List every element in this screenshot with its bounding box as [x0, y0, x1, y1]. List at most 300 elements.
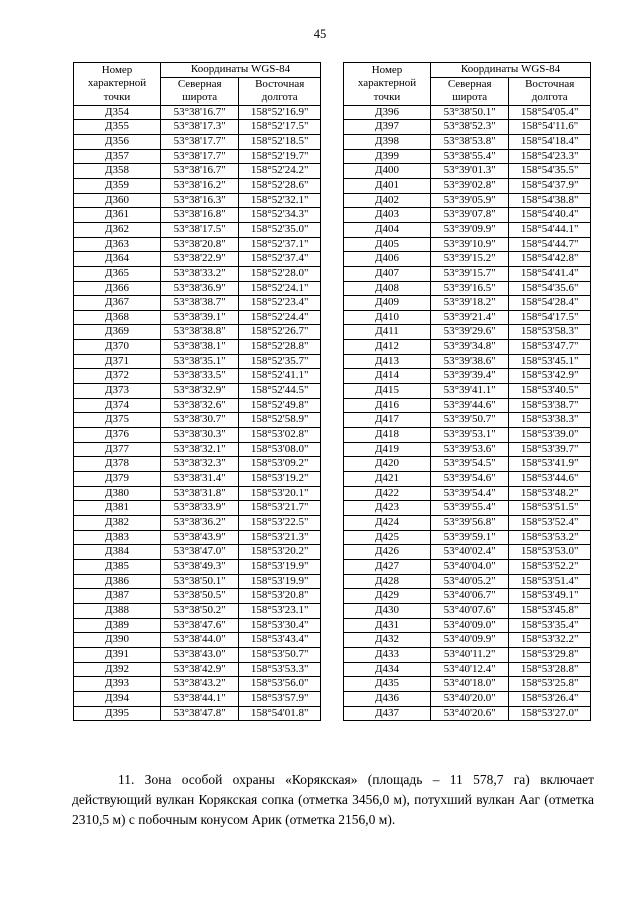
longitude-cell: 158°53'57.9"	[239, 691, 321, 706]
point-id-cell: Д387	[74, 589, 161, 604]
table-row	[74, 501, 321, 516]
table-row	[74, 222, 321, 237]
longitude-cell: 158°54'05.4"	[509, 105, 591, 120]
longitude-cell: 158°54'44.1"	[509, 222, 591, 237]
table-row	[344, 149, 591, 164]
table-row	[74, 369, 321, 384]
table-row	[344, 193, 591, 208]
point-id-cell: Д398	[344, 134, 431, 149]
latitude-cell: 53°38'17.3"	[160, 120, 238, 135]
table-row	[74, 589, 321, 604]
table-row	[344, 369, 591, 384]
point-id-cell: Д409	[344, 296, 431, 311]
latitude-cell: 53°39'50.7"	[430, 413, 508, 428]
longitude-cell: 158°53'09.2"	[239, 457, 321, 472]
table-row	[74, 398, 321, 413]
longitude-cell: 158°52'17.5"	[239, 120, 321, 135]
latitude-cell: 53°39'29.6"	[430, 325, 508, 340]
latitude-cell: 53°40'12.4"	[430, 662, 508, 677]
point-id-cell: Д383	[74, 530, 161, 545]
point-id-cell: Д420	[344, 457, 431, 472]
longitude-cell: 158°53'19.9"	[239, 574, 321, 589]
latitude-cell: 53°39'15.7"	[430, 266, 508, 281]
longitude-cell: 158°54'41.4"	[509, 266, 591, 281]
latitude-cell: 53°38'44.1"	[160, 691, 238, 706]
point-id-cell: Д368	[74, 310, 161, 325]
latitude-cell: 53°40'06.7"	[430, 589, 508, 604]
longitude-cell: 158°53'52.2"	[509, 559, 591, 574]
latitude-cell: 53°38'53.8"	[430, 134, 508, 149]
longitude-cell: 158°54'42.8"	[509, 252, 591, 267]
latitude-cell: 53°39'44.6"	[430, 398, 508, 413]
table-row	[74, 691, 321, 706]
point-id-cell: Д358	[74, 164, 161, 179]
page-number: 45	[313, 27, 327, 41]
table-row	[344, 691, 591, 706]
latitude-cell: 53°38'31.4"	[160, 472, 238, 487]
table-row	[74, 603, 321, 618]
latitude-cell: 53°38'50.2"	[160, 603, 238, 618]
table-row	[344, 618, 591, 633]
latitude-cell: 53°38'32.9"	[160, 384, 238, 399]
longitude-cell: 158°53'29.8"	[509, 647, 591, 662]
point-id-cell: Д407	[344, 266, 431, 281]
longitude-cell: 158°53'58.3"	[509, 325, 591, 340]
longitude-cell: 158°52'19.7"	[239, 149, 321, 164]
header-coords-group: Координаты WGS-84	[160, 63, 320, 78]
longitude-cell: 158°53'38.7"	[509, 398, 591, 413]
longitude-cell: 158°53'44.6"	[509, 472, 591, 487]
longitude-cell: 158°52'32.1"	[239, 193, 321, 208]
table-row	[344, 603, 591, 618]
table-row	[74, 574, 321, 589]
latitude-cell: 53°38'39.1"	[160, 310, 238, 325]
longitude-cell: 158°53'43.4"	[239, 633, 321, 648]
header-latitude: Северная широта	[430, 77, 508, 105]
table-row	[74, 266, 321, 281]
point-id-cell: Д380	[74, 486, 161, 501]
longitude-cell: 158°53'45.1"	[509, 354, 591, 369]
longitude-cell: 158°53'35.4"	[509, 618, 591, 633]
longitude-cell: 158°53'22.5"	[239, 516, 321, 531]
longitude-cell: 158°52'24.1"	[239, 281, 321, 296]
longitude-cell: 158°53'20.8"	[239, 589, 321, 604]
latitude-cell: 53°40'18.0"	[430, 677, 508, 692]
point-id-cell: Д359	[74, 178, 161, 193]
point-id-cell: Д402	[344, 193, 431, 208]
latitude-cell: 53°39'09.9"	[430, 222, 508, 237]
table-row	[74, 164, 321, 179]
table-row	[344, 384, 591, 399]
longitude-cell: 158°53'41.9"	[509, 457, 591, 472]
point-id-cell: Д403	[344, 208, 431, 223]
table-row	[74, 134, 321, 149]
point-id-cell: Д385	[74, 559, 161, 574]
longitude-cell: 158°54'23.3"	[509, 149, 591, 164]
longitude-cell: 158°53'23.1"	[239, 603, 321, 618]
longitude-cell: 158°53'56.0"	[239, 677, 321, 692]
point-id-cell: Д404	[344, 222, 431, 237]
longitude-cell: 158°54'35.5"	[509, 164, 591, 179]
longitude-cell: 158°53'20.2"	[239, 545, 321, 560]
point-id-cell: Д366	[74, 281, 161, 296]
header-point-number: Номер характерной точки	[74, 63, 161, 106]
latitude-cell: 53°39'05.9"	[430, 193, 508, 208]
point-id-cell: Д415	[344, 384, 431, 399]
point-id-cell: Д399	[344, 149, 431, 164]
latitude-cell: 53°40'09.9"	[430, 633, 508, 648]
latitude-cell: 53°39'41.1"	[430, 384, 508, 399]
point-id-cell: Д374	[74, 398, 161, 413]
table-row	[74, 340, 321, 355]
table-row	[74, 281, 321, 296]
table-row	[74, 530, 321, 545]
latitude-cell: 53°39'07.8"	[430, 208, 508, 223]
longitude-cell: 158°52'28.8"	[239, 340, 321, 355]
point-id-cell: Д373	[74, 384, 161, 399]
table-row	[344, 252, 591, 267]
point-id-cell: Д426	[344, 545, 431, 560]
table-body-right	[344, 105, 591, 721]
latitude-cell: 53°39'59.1"	[430, 530, 508, 545]
point-id-cell: Д397	[344, 120, 431, 135]
point-id-cell: Д432	[344, 633, 431, 648]
point-id-cell: Д422	[344, 486, 431, 501]
latitude-cell: 53°39'38.6"	[430, 354, 508, 369]
longitude-cell: 158°52'35.7"	[239, 354, 321, 369]
point-id-cell: Д389	[74, 618, 161, 633]
point-id-cell: Д416	[344, 398, 431, 413]
latitude-cell: 53°39'53.6"	[430, 442, 508, 457]
table-row	[74, 325, 321, 340]
table-row	[74, 559, 321, 574]
latitude-cell: 53°39'55.4"	[430, 501, 508, 516]
latitude-cell: 53°39'39.4"	[430, 369, 508, 384]
table-row	[344, 486, 591, 501]
table-row	[74, 516, 321, 531]
longitude-cell: 158°52'26.7"	[239, 325, 321, 340]
table-row	[344, 662, 591, 677]
latitude-cell: 53°40'20.6"	[430, 706, 508, 721]
table-row	[344, 164, 591, 179]
point-id-cell: Д378	[74, 457, 161, 472]
longitude-cell: 158°53'21.3"	[239, 530, 321, 545]
table-row	[344, 589, 591, 604]
zone-description-paragraph	[72, 770, 594, 830]
point-id-cell: Д391	[74, 647, 161, 662]
longitude-cell: 158°52'49.8"	[239, 398, 321, 413]
latitude-cell: 53°38'22.9"	[160, 252, 238, 267]
table-row	[344, 706, 591, 721]
table-row	[344, 647, 591, 662]
table-row	[344, 105, 591, 120]
table-row	[74, 618, 321, 633]
point-id-cell: Д375	[74, 413, 161, 428]
latitude-cell: 53°38'16.8"	[160, 208, 238, 223]
point-id-cell: Д365	[74, 266, 161, 281]
longitude-cell: 158°53'21.7"	[239, 501, 321, 516]
point-id-cell: Д430	[344, 603, 431, 618]
point-id-cell: Д427	[344, 559, 431, 574]
table-row	[74, 310, 321, 325]
table-row	[344, 428, 591, 443]
table-row	[74, 208, 321, 223]
point-id-cell: Д434	[344, 662, 431, 677]
point-id-cell: Д435	[344, 677, 431, 692]
table-row	[344, 574, 591, 589]
longitude-cell: 158°53'40.5"	[509, 384, 591, 399]
longitude-cell: 158°54'17.5"	[509, 310, 591, 325]
latitude-cell: 53°39'34.8"	[430, 340, 508, 355]
table-row	[344, 178, 591, 193]
table-row	[74, 545, 321, 560]
latitude-cell: 53°38'33.5"	[160, 369, 238, 384]
longitude-cell: 158°52'28.0"	[239, 266, 321, 281]
latitude-cell: 53°38'50.5"	[160, 589, 238, 604]
latitude-cell: 53°38'30.7"	[160, 413, 238, 428]
point-id-cell: Д354	[74, 105, 161, 120]
longitude-cell: 158°52'16.9"	[239, 105, 321, 120]
coordinates-table-right	[343, 62, 591, 721]
point-id-cell: Д381	[74, 501, 161, 516]
table-row	[74, 647, 321, 662]
longitude-cell: 158°53'02.8"	[239, 428, 321, 443]
latitude-cell: 53°39'56.8"	[430, 516, 508, 531]
latitude-cell: 53°38'17.7"	[160, 134, 238, 149]
point-id-cell: Д437	[344, 706, 431, 721]
latitude-cell: 53°38'55.4"	[430, 149, 508, 164]
table-row	[344, 545, 591, 560]
point-id-cell: Д431	[344, 618, 431, 633]
longitude-cell: 158°53'26.4"	[509, 691, 591, 706]
latitude-cell: 53°38'47.6"	[160, 618, 238, 633]
latitude-cell: 53°40'09.0"	[430, 618, 508, 633]
longitude-cell: 158°54'37.9"	[509, 178, 591, 193]
longitude-cell: 158°53'30.4"	[239, 618, 321, 633]
longitude-cell: 158°54'40.4"	[509, 208, 591, 223]
point-id-cell: Д393	[74, 677, 161, 692]
table-row	[74, 296, 321, 311]
point-id-cell: Д419	[344, 442, 431, 457]
header-coords-group: Координаты WGS-84	[430, 63, 590, 78]
longitude-cell: 158°52'24.4"	[239, 310, 321, 325]
point-id-cell: Д356	[74, 134, 161, 149]
longitude-cell: 158°53'42.9"	[509, 369, 591, 384]
longitude-cell: 158°54'01.8"	[239, 706, 321, 721]
longitude-cell: 158°53'39.7"	[509, 442, 591, 457]
point-id-cell: Д428	[344, 574, 431, 589]
latitude-cell: 53°39'21.4"	[430, 310, 508, 325]
latitude-cell: 53°38'38.1"	[160, 340, 238, 355]
point-id-cell: Д400	[344, 164, 431, 179]
point-id-cell: Д372	[74, 369, 161, 384]
longitude-cell: 158°52'44.5"	[239, 384, 321, 399]
latitude-cell: 53°39'01.3"	[430, 164, 508, 179]
latitude-cell: 53°38'50.1"	[430, 105, 508, 120]
longitude-cell: 158°54'11.6"	[509, 120, 591, 135]
table-row	[74, 457, 321, 472]
longitude-cell: 158°53'32.2"	[509, 633, 591, 648]
point-id-cell: Д382	[74, 516, 161, 531]
point-id-cell: Д417	[344, 413, 431, 428]
point-id-cell: Д390	[74, 633, 161, 648]
table-row	[344, 516, 591, 531]
latitude-cell: 53°39'54.4"	[430, 486, 508, 501]
latitude-cell: 53°38'38.7"	[160, 296, 238, 311]
longitude-cell: 158°52'23.4"	[239, 296, 321, 311]
point-id-cell: Д410	[344, 310, 431, 325]
longitude-cell: 158°53'53.2"	[509, 530, 591, 545]
point-id-cell: Д367	[74, 296, 161, 311]
table-row	[344, 340, 591, 355]
table-row	[74, 662, 321, 677]
point-id-cell: Д421	[344, 472, 431, 487]
point-id-cell: Д414	[344, 369, 431, 384]
longitude-cell: 158°53'39.0"	[509, 428, 591, 443]
header-longitude: Восточная долгота	[509, 77, 591, 105]
longitude-cell: 158°53'08.0"	[239, 442, 321, 457]
table-row	[74, 677, 321, 692]
point-id-cell: Д411	[344, 325, 431, 340]
latitude-cell: 53°38'17.5"	[160, 222, 238, 237]
table-row	[344, 325, 591, 340]
latitude-cell: 53°39'16.5"	[430, 281, 508, 296]
point-id-cell: Д412	[344, 340, 431, 355]
latitude-cell: 53°38'16.7"	[160, 105, 238, 120]
table-row	[344, 472, 591, 487]
latitude-cell: 53°40'20.0"	[430, 691, 508, 706]
table-row	[344, 413, 591, 428]
table-row	[344, 559, 591, 574]
latitude-cell: 53°39'54.5"	[430, 457, 508, 472]
table-row	[344, 281, 591, 296]
point-id-cell: Д396	[344, 105, 431, 120]
latitude-cell: 53°38'33.9"	[160, 501, 238, 516]
point-id-cell: Д424	[344, 516, 431, 531]
table-row	[344, 222, 591, 237]
point-id-cell: Д369	[74, 325, 161, 340]
latitude-cell: 53°39'53.1"	[430, 428, 508, 443]
longitude-cell: 158°54'44.7"	[509, 237, 591, 252]
point-id-cell: Д357	[74, 149, 161, 164]
point-id-cell: Д418	[344, 428, 431, 443]
longitude-cell: 158°53'20.1"	[239, 486, 321, 501]
latitude-cell: 53°39'10.9"	[430, 237, 508, 252]
table-row	[74, 354, 321, 369]
longitude-cell: 158°54'28.4"	[509, 296, 591, 311]
latitude-cell: 53°38'44.0"	[160, 633, 238, 648]
table-row	[74, 413, 321, 428]
longitude-cell: 158°53'51.4"	[509, 574, 591, 589]
table-row	[344, 354, 591, 369]
latitude-cell: 53°38'36.2"	[160, 516, 238, 531]
longitude-cell: 158°52'35.0"	[239, 222, 321, 237]
latitude-cell: 53°38'47.8"	[160, 706, 238, 721]
table-row	[74, 193, 321, 208]
longitude-cell: 158°53'50.7"	[239, 647, 321, 662]
longitude-cell: 158°53'51.5"	[509, 501, 591, 516]
table-row	[344, 296, 591, 311]
point-id-cell: Д370	[74, 340, 161, 355]
table-row	[74, 120, 321, 135]
latitude-cell: 53°40'02.4"	[430, 545, 508, 560]
table-row	[344, 237, 591, 252]
longitude-cell: 158°52'28.6"	[239, 178, 321, 193]
longitude-cell: 158°54'18.4"	[509, 134, 591, 149]
longitude-cell: 158°52'34.3"	[239, 208, 321, 223]
table-row	[74, 252, 321, 267]
header-point-number: Номер характерной точки	[344, 63, 431, 106]
latitude-cell: 53°40'04.0"	[430, 559, 508, 574]
latitude-cell: 53°39'02.8"	[430, 178, 508, 193]
longitude-cell: 158°52'24.2"	[239, 164, 321, 179]
table-row	[344, 208, 591, 223]
latitude-cell: 53°38'52.3"	[430, 120, 508, 135]
table-row	[74, 442, 321, 457]
latitude-cell: 53°38'35.1"	[160, 354, 238, 369]
longitude-cell: 158°53'52.4"	[509, 516, 591, 531]
point-id-cell: Д395	[74, 706, 161, 721]
table-row	[74, 178, 321, 193]
latitude-cell: 53°38'49.3"	[160, 559, 238, 574]
latitude-cell: 53°38'38.8"	[160, 325, 238, 340]
longitude-cell: 158°53'19.2"	[239, 472, 321, 487]
longitude-cell: 158°52'18.5"	[239, 134, 321, 149]
latitude-cell: 53°38'43.2"	[160, 677, 238, 692]
latitude-cell: 53°38'32.6"	[160, 398, 238, 413]
longitude-cell: 158°53'27.0"	[509, 706, 591, 721]
longitude-cell: 158°52'58.9"	[239, 413, 321, 428]
point-id-cell: Д433	[344, 647, 431, 662]
longitude-cell: 158°54'35.6"	[509, 281, 591, 296]
longitude-cell: 158°52'37.4"	[239, 252, 321, 267]
point-id-cell: Д388	[74, 603, 161, 618]
point-id-cell: Д423	[344, 501, 431, 516]
table-row	[74, 706, 321, 721]
table-row	[74, 428, 321, 443]
point-id-cell: Д408	[344, 281, 431, 296]
point-id-cell: Д386	[74, 574, 161, 589]
table-row	[74, 472, 321, 487]
table-row	[344, 677, 591, 692]
point-id-cell: Д384	[74, 545, 161, 560]
latitude-cell: 53°38'30.3"	[160, 428, 238, 443]
longitude-cell: 158°53'53.3"	[239, 662, 321, 677]
latitude-cell: 53°38'43.0"	[160, 647, 238, 662]
latitude-cell: 53°39'15.2"	[430, 252, 508, 267]
point-id-cell: Д377	[74, 442, 161, 457]
table-row	[344, 633, 591, 648]
point-id-cell: Д406	[344, 252, 431, 267]
point-id-cell: Д376	[74, 428, 161, 443]
point-id-cell: Д355	[74, 120, 161, 135]
latitude-cell: 53°39'18.2"	[430, 296, 508, 311]
table-row	[344, 120, 591, 135]
point-id-cell: Д379	[74, 472, 161, 487]
latitude-cell: 53°38'50.1"	[160, 574, 238, 589]
table-row	[344, 398, 591, 413]
longitude-cell: 158°53'47.7"	[509, 340, 591, 355]
latitude-cell: 53°38'32.3"	[160, 457, 238, 472]
point-id-cell: Д405	[344, 237, 431, 252]
longitude-cell: 158°53'19.9"	[239, 559, 321, 574]
latitude-cell: 53°40'11.2"	[430, 647, 508, 662]
table-row	[74, 149, 321, 164]
longitude-cell: 158°53'28.8"	[509, 662, 591, 677]
table-row	[344, 530, 591, 545]
latitude-cell: 53°39'54.6"	[430, 472, 508, 487]
point-id-cell: Д429	[344, 589, 431, 604]
